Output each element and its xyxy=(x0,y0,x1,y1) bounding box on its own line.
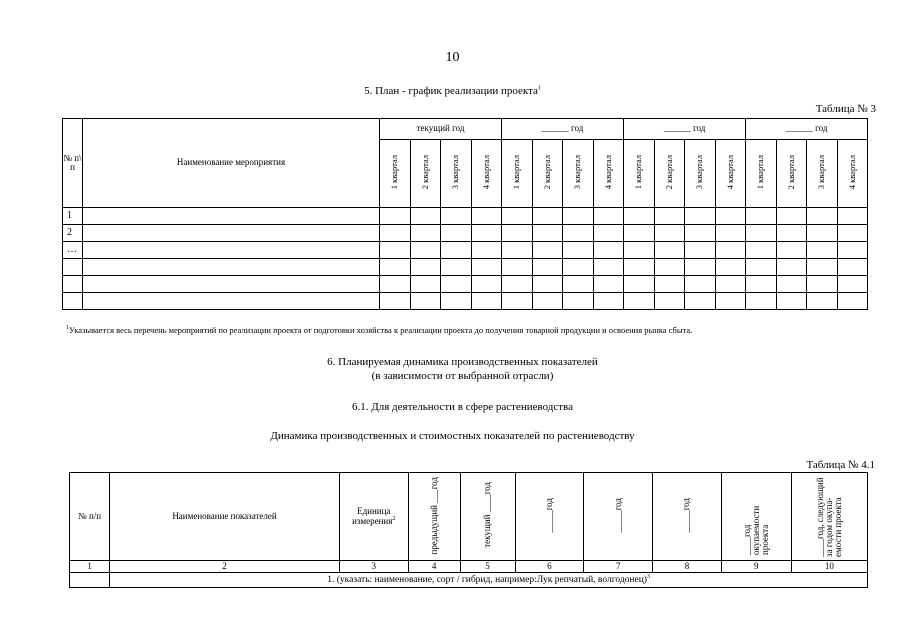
table-cell[interactable] xyxy=(776,259,807,276)
table-cell[interactable] xyxy=(441,293,472,310)
table-cell[interactable] xyxy=(471,293,502,310)
table-row xyxy=(63,208,868,225)
table-cell[interactable] xyxy=(83,293,380,310)
table-cell[interactable] xyxy=(410,242,441,259)
table-cell[interactable] xyxy=(715,208,746,225)
schedule-table xyxy=(62,118,868,310)
table-cell[interactable] xyxy=(624,276,655,293)
name-header: Наименование мероприятия xyxy=(83,119,380,208)
table-cell[interactable] xyxy=(593,276,624,293)
table-cell[interactable] xyxy=(685,259,716,276)
table-cell[interactable] xyxy=(593,225,624,242)
table-cell[interactable] xyxy=(380,208,411,225)
column-index: 4 xyxy=(408,561,460,573)
table-cell[interactable] xyxy=(685,242,716,259)
table-row xyxy=(63,225,868,242)
table-cell[interactable] xyxy=(715,225,746,242)
table-cell[interactable] xyxy=(776,225,807,242)
table-cell[interactable] xyxy=(746,208,777,225)
year-header: ______ год xyxy=(502,119,624,140)
table-cell[interactable] xyxy=(410,293,441,310)
table-cell[interactable] xyxy=(654,225,685,242)
table-cell[interactable] xyxy=(471,225,502,242)
table-cell[interactable] xyxy=(471,276,502,293)
table-cell[interactable] xyxy=(624,225,655,242)
quarter-header: 3 квартал xyxy=(441,140,472,208)
table-cell[interactable] xyxy=(776,276,807,293)
table-cell[interactable] xyxy=(410,208,441,225)
row-number: 1 xyxy=(63,208,83,225)
table-cell[interactable] xyxy=(776,293,807,310)
table-cell[interactable] xyxy=(502,259,533,276)
table-cell[interactable] xyxy=(532,259,563,276)
table-cell[interactable] xyxy=(746,259,777,276)
table-cell[interactable] xyxy=(502,225,533,242)
row-number xyxy=(63,293,83,310)
section6-subheading: 6.1. Для деятельности в сфере растениеводства xyxy=(351,401,573,413)
table-cell[interactable] xyxy=(563,225,594,242)
table-cell[interactable] xyxy=(380,242,411,259)
table-cell[interactable] xyxy=(807,225,838,242)
column-index: 7 xyxy=(584,561,653,573)
table-cell[interactable] xyxy=(837,293,868,310)
table-cell[interactable] xyxy=(441,242,472,259)
table-cell[interactable] xyxy=(532,208,563,225)
table-cell[interactable] xyxy=(563,259,594,276)
table-cell[interactable] xyxy=(563,208,594,225)
column-index: 10 xyxy=(791,561,867,573)
table-cell[interactable] xyxy=(746,293,777,310)
table-cell[interactable] xyxy=(471,208,502,225)
page-number: 10 xyxy=(445,50,460,65)
table-cell[interactable] xyxy=(532,225,563,242)
section6-heading-line2: (в зависимости от выбранной отрасли) xyxy=(371,370,554,382)
table-cell[interactable] xyxy=(654,242,685,259)
table-cell[interactable] xyxy=(563,293,594,310)
table-cell[interactable] xyxy=(837,259,868,276)
table-row xyxy=(63,276,868,293)
table-cell[interactable] xyxy=(746,225,777,242)
quarter-header: 3 квартал xyxy=(807,140,838,208)
table-cell[interactable] xyxy=(624,293,655,310)
year-header: ______ год xyxy=(624,119,746,140)
table-cell[interactable] xyxy=(532,242,563,259)
table-cell[interactable] xyxy=(807,208,838,225)
quarter-header: 2 квартал xyxy=(776,140,807,208)
quarter-header: 1 квартал xyxy=(624,140,655,208)
table-cell[interactable] xyxy=(502,242,533,259)
table-cell[interactable] xyxy=(746,276,777,293)
col-year-header: _____год xyxy=(515,473,584,561)
column-index: 5 xyxy=(460,561,515,573)
table-cell[interactable] xyxy=(380,259,411,276)
table-cell[interactable] xyxy=(624,208,655,225)
table-cell[interactable] xyxy=(380,225,411,242)
table-cell[interactable] xyxy=(807,293,838,310)
quarter-header: 1 квартал xyxy=(746,140,777,208)
table-cell[interactable] xyxy=(532,276,563,293)
table-cell[interactable] xyxy=(685,225,716,242)
table-cell[interactable] xyxy=(685,293,716,310)
col-year-header: _____год xyxy=(584,473,653,561)
table-cell[interactable] xyxy=(837,242,868,259)
table-cell[interactable] xyxy=(593,293,624,310)
table-cell[interactable] xyxy=(593,208,624,225)
column-index: 9 xyxy=(721,561,791,573)
quarter-header: 1 квартал xyxy=(502,140,533,208)
table-cell[interactable] xyxy=(502,293,533,310)
table-cell[interactable] xyxy=(83,242,380,259)
num-header: № п\ п xyxy=(63,119,83,208)
table-cell[interactable] xyxy=(410,225,441,242)
table-cell[interactable] xyxy=(441,225,472,242)
table-cell[interactable] xyxy=(715,293,746,310)
row1-num-cell xyxy=(70,573,110,588)
table-cell[interactable] xyxy=(654,276,685,293)
table-cell[interactable] xyxy=(532,293,563,310)
quarter-header: 3 квартал xyxy=(563,140,594,208)
table-cell[interactable] xyxy=(83,276,380,293)
row-number xyxy=(63,276,83,293)
table-cell[interactable] xyxy=(654,293,685,310)
table-row xyxy=(63,242,868,259)
table-cell[interactable] xyxy=(837,276,868,293)
quarter-header: 2 квартал xyxy=(654,140,685,208)
table-cell[interactable] xyxy=(563,276,594,293)
table-cell[interactable] xyxy=(685,276,716,293)
quarter-header: 4 квартал xyxy=(715,140,746,208)
col-unit-header: Единица измерения$^2$ xyxy=(339,473,408,561)
row-number: … xyxy=(63,242,83,259)
table3-label: Таблица № 3 xyxy=(815,103,876,115)
table-cell[interactable] xyxy=(624,242,655,259)
column-index: 6 xyxy=(515,561,584,573)
table-cell[interactable] xyxy=(654,259,685,276)
year-header: ______ год xyxy=(746,119,868,140)
quarter-header: 1 квартал xyxy=(380,140,411,208)
row-number: 2 xyxy=(63,225,83,242)
table-cell[interactable] xyxy=(502,276,533,293)
quarter-header: 4 квартал xyxy=(837,140,868,208)
table-cell[interactable] xyxy=(441,259,472,276)
table-cell[interactable] xyxy=(715,259,746,276)
table-cell[interactable] xyxy=(563,242,594,259)
col-payback-header: ____год окупаемости проекта xyxy=(721,473,791,561)
col-year-header: _____год xyxy=(653,473,722,561)
table-cell[interactable] xyxy=(776,208,807,225)
column-index: 3 xyxy=(339,561,408,573)
table-cell[interactable] xyxy=(471,242,502,259)
section6-heading-line1: 6. Планируемая динамика производственных показателей xyxy=(327,356,598,368)
col-name-header: Наименование показателей xyxy=(110,473,340,561)
table-cell[interactable] xyxy=(83,208,380,225)
table-cell[interactable] xyxy=(654,208,685,225)
column-index: 1 xyxy=(70,561,110,573)
quarter-header: 2 квартал xyxy=(410,140,441,208)
table-cell[interactable] xyxy=(837,208,868,225)
section5-heading: 5. План - график реализации проекта$^1$ xyxy=(364,85,541,97)
table-cell[interactable] xyxy=(624,259,655,276)
table-cell[interactable] xyxy=(807,276,838,293)
table-cell[interactable] xyxy=(837,225,868,242)
table-cell[interactable] xyxy=(593,259,624,276)
table-cell[interactable] xyxy=(83,259,380,276)
table-cell[interactable] xyxy=(502,208,533,225)
table-cell[interactable] xyxy=(441,208,472,225)
footnote-1: $^1$Указывается весь перечень мероприятий по реализации проекта от подготовки хозяйства к реализации проекта до получения товарной продукции и освоения рынка сбыта. xyxy=(66,325,693,335)
table-cell[interactable] xyxy=(441,276,472,293)
col-prev-year-header: предыдущий ___год xyxy=(408,473,460,561)
table-row xyxy=(63,259,868,276)
indicators-table xyxy=(69,472,868,588)
column-index: 2 xyxy=(110,561,340,573)
table41-title: Динамика производственных и стоимостных показателей по растениеводству xyxy=(270,430,635,442)
quarter-header: 3 квартал xyxy=(685,140,716,208)
table-cell[interactable] xyxy=(715,242,746,259)
section6-heading xyxy=(0,355,905,383)
year-header: текущий год xyxy=(380,119,502,140)
col-num-header: № п/п xyxy=(70,473,110,561)
col-next-year-header: ____год, следующий за годом окупа-емости проекта xyxy=(791,473,867,561)
table-cell[interactable] xyxy=(685,208,716,225)
table-row xyxy=(63,293,868,310)
quarter-header: 4 квартал xyxy=(471,140,502,208)
table-cell[interactable] xyxy=(746,242,777,259)
col-current-year-header: текущий ____год xyxy=(460,473,515,561)
row1-text: 1. (указать: наименование, сорт / гибрид, например:Лук репчатый, волгодонец)$^3$ xyxy=(110,573,868,588)
table-cell[interactable] xyxy=(410,259,441,276)
column-index: 8 xyxy=(653,561,722,573)
table-cell[interactable] xyxy=(380,293,411,310)
table-cell[interactable] xyxy=(380,276,411,293)
quarter-header: 2 квартал xyxy=(532,140,563,208)
table-cell[interactable] xyxy=(410,276,441,293)
quarter-header: 4 квартал xyxy=(593,140,624,208)
table-cell[interactable] xyxy=(807,242,838,259)
table-cell[interactable] xyxy=(715,276,746,293)
table-cell[interactable] xyxy=(83,225,380,242)
row-number xyxy=(63,259,83,276)
table-cell[interactable] xyxy=(807,259,838,276)
table-cell[interactable] xyxy=(471,259,502,276)
table-cell[interactable] xyxy=(593,242,624,259)
table41-label: Таблица № 4.1 xyxy=(806,459,875,471)
table-cell[interactable] xyxy=(776,242,807,259)
